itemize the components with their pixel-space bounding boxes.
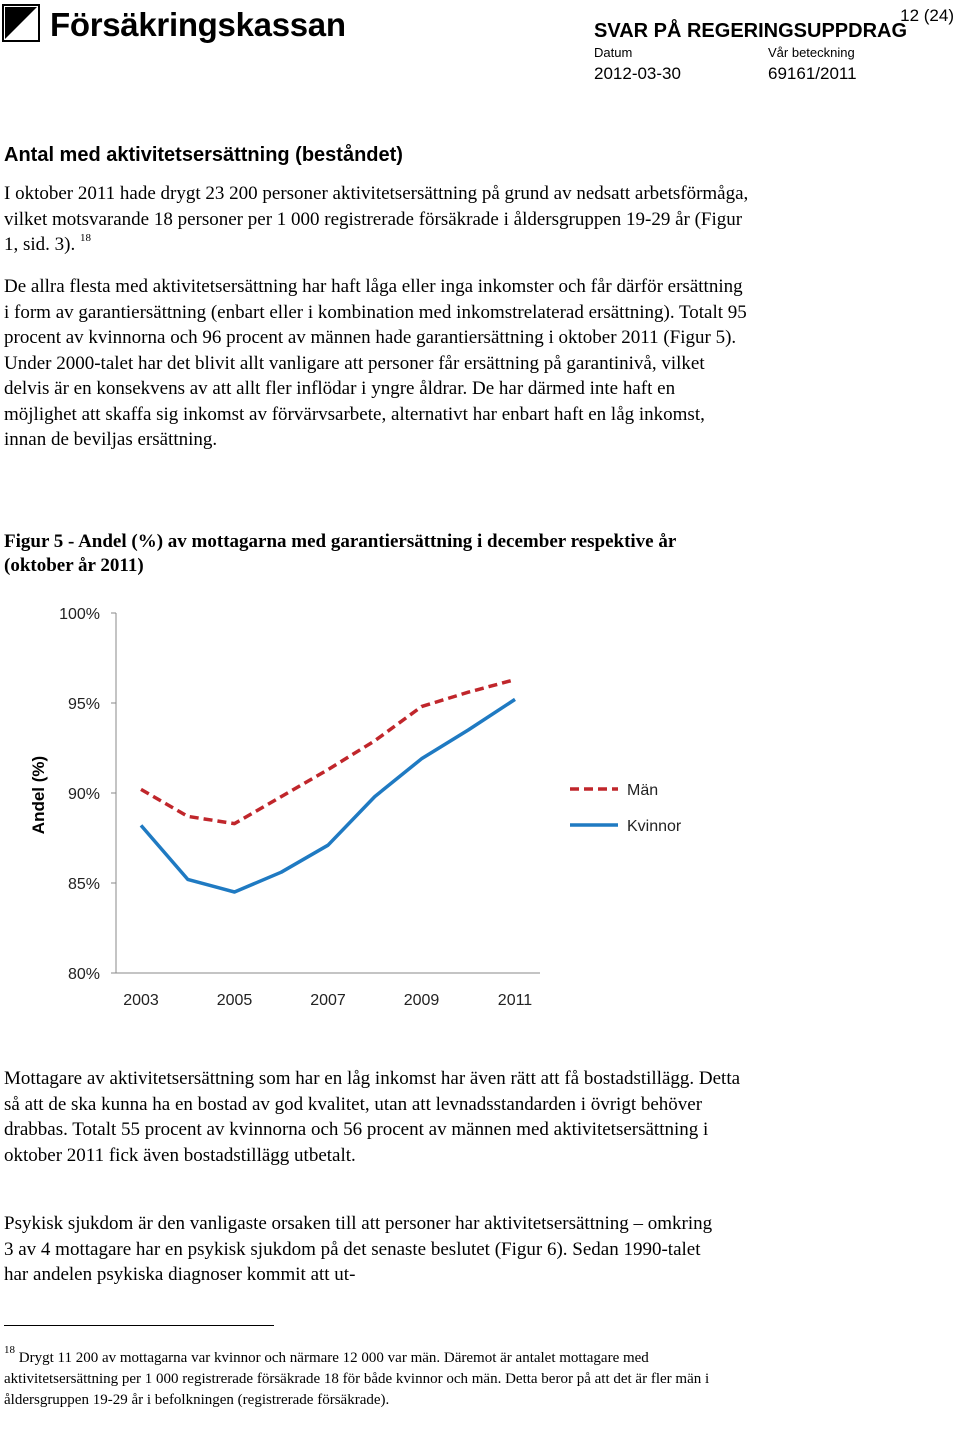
series-line-kvinnor [141,699,515,892]
paragraph-3: Mottagare av aktivitetsersättning som har en låg inkomst har även rätt att få bostadstillägg. Detta så att de ska kunna ha en bostad av god kvalitet, utan att levnadsstandarden i övrigt behöver drabbas. Totalt 55 procent av kvinnorna och 56 procent av männen med aktivitetsersättning i oktober 2011 fick även bostadstillägg utbetalt. [4,1068,741,1166]
date-value: 2012-03-30 [594,64,681,83]
figure-caption: Figur 5 - Andel (%) av mottagarna med garantiersättning i december respektive år (oktober år 2011) [4,531,676,576]
logo-icon [2,4,40,42]
paragraph-2: De allra flesta med aktivitetsersättning har haft låga eller inga inkomster och får därför ersättning i form av garantiersättning (enbart eller i kombination med inkomstrelaterad ersättning). Totalt 95 procent av kvinnorna och 96 procent av männen hade garantiersättning i oktober 2011 (Figur 5). Under 2000-talet har det blivit allt vanligare att personer får ersättning på garantinivå, vilket delvis är en konsekvens av att allt fler inflödar i yngre åldrar. De har därmed inte haft en möjlighet att skaffa sig inkomst av förvärvsarbete, alternativt har enbart haft en låg inkomst, innan de beviljas ersättning. [4,276,747,450]
paragraph-1 [4,181,749,258]
footnote-reference[interactable]: 18 [80,232,91,244]
y-tick-label: 95% [67,696,100,713]
x-tick-label: 2009 [403,992,440,1009]
paragraph-1-text: I oktober 2011 hade drygt 23 200 personer aktivitetsersättning på grund av nedsatt arbetsförmåga, vilket motsvarande 18 personer per 1 000 registrerade försäkrade i åldersgruppen 19-29 år (Figur 1, sid. 3). [4,183,749,255]
footnote-text: Drygt 11 200 av mottagarna var kvinnor och närmare 12 000 var män. Däremot är antalet mottagare med aktivitetsersättning per 1 000 registrerade försäkrade 18 för både kvinnor och män. Detta beror på att det är fler män i åldersgruppen 19-29 år i befolkningen (registrerade försäkrade). [4,1350,710,1408]
document-type: SVAR PÅ REGERINGSUPPDRAG [594,20,908,42]
x-tick-label: 2011 [497,992,533,1009]
page-number: 12 (24) [900,6,954,25]
line-chart [0,590,720,1020]
x-tick-label: 2003 [123,992,159,1009]
x-tick-label: 2007 [310,992,346,1009]
reference-label: Vår beteckning [768,45,855,60]
date-label: Datum [594,45,633,60]
x-tick-label: 2005 [216,992,253,1009]
chart-svg [0,590,720,1020]
reference-value: 69161/2011 [768,64,857,83]
legend-label: Kvinnor [627,818,682,835]
y-axis-title: Andel (%) [29,755,48,835]
y-tick-label: 100% [59,606,100,623]
y-tick-label: 85% [67,876,100,893]
legend-label: Män [627,782,659,799]
org-logo-text: Försäkringskassan [50,6,346,43]
series-line-man [141,680,515,824]
footnote-divider [4,1325,274,1326]
footnote-number: 18 [4,1344,15,1356]
section-heading: Antal med aktivitetsersättning (beståndet) [4,144,403,166]
y-tick-label: 90% [67,786,100,803]
y-tick-label: 80% [67,966,100,983]
footnote [4,1344,714,1411]
paragraph-4: Psykisk sjukdom är den vanligaste orsaken till att personer har aktivitetsersättning – omkring 3 av 4 mottagare har en psykisk sjukdom på det senaste beslutet (Figur 6). Sedan 1990-talet har andelen psykiska diagnoser kommit att ut- [4,1213,713,1285]
